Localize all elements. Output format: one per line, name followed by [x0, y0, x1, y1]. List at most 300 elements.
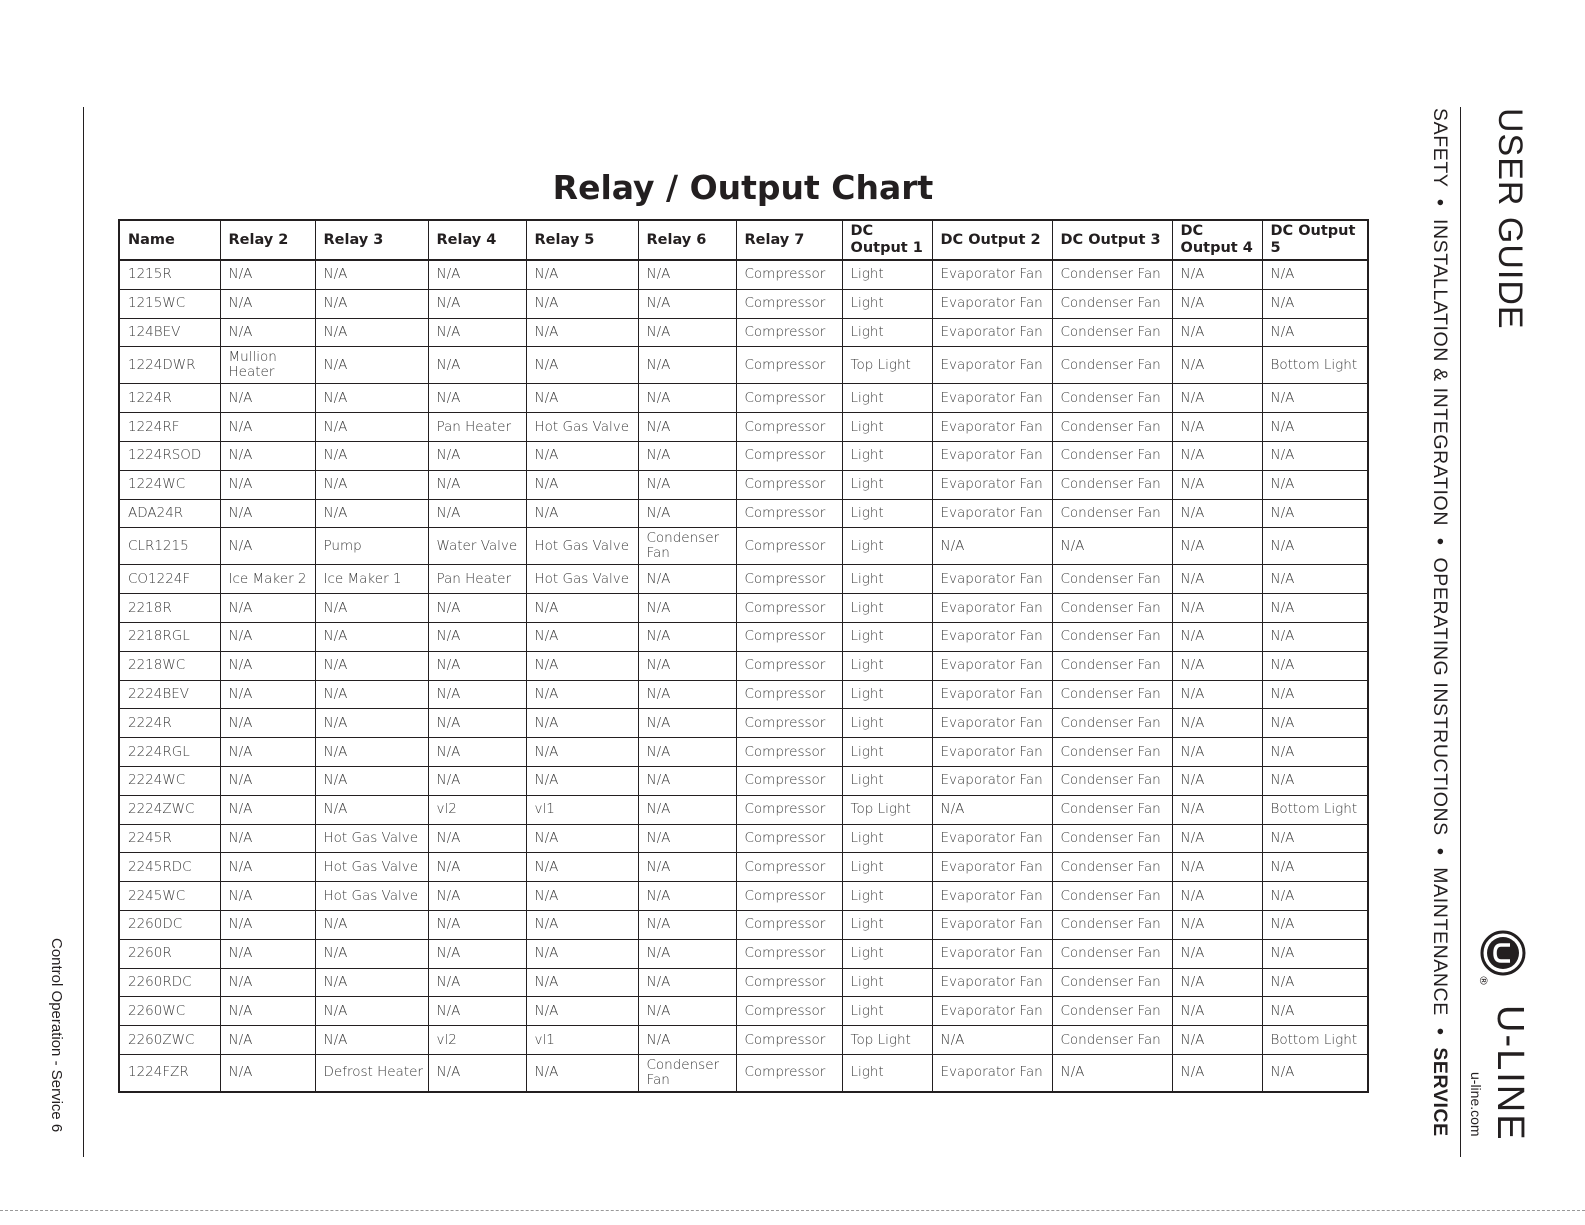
table-row: [119, 441, 1368, 470]
table-row: [119, 499, 1368, 528]
table-cell: Compressor: [736, 347, 842, 384]
side-separator: •: [1429, 1027, 1451, 1036]
table-cell: Condenser Fan: [1052, 910, 1172, 939]
side-section-maintenance: MAINTENANCE: [1429, 867, 1451, 1016]
table-cell: Bottom Light: [1262, 795, 1368, 824]
table-row: [119, 622, 1368, 651]
table-cell: N/A: [315, 910, 428, 939]
table-cell: N/A: [1262, 565, 1368, 594]
table-cell: Light: [842, 709, 932, 738]
table-cell: Compressor: [736, 565, 842, 594]
table-cell: Condenser Fan: [638, 1054, 736, 1092]
table-cell: N/A: [1172, 260, 1262, 289]
table-cell: N/A: [1172, 1026, 1262, 1055]
table-row: [119, 968, 1368, 997]
table-cell: 2245R: [119, 824, 220, 853]
table-cell: N/A: [315, 318, 428, 347]
table-cell: vl2: [428, 795, 526, 824]
table-cell: N/A: [315, 470, 428, 499]
table-cell: 2224WC: [119, 766, 220, 795]
table-cell: N/A: [526, 968, 638, 997]
registered-mark: ®: [1477, 975, 1490, 986]
table-row: [119, 384, 1368, 413]
table-cell: N/A: [1172, 853, 1262, 882]
table-cell: N/A: [1262, 622, 1368, 651]
table-cell: N/A: [526, 499, 638, 528]
table-cell: N/A: [220, 413, 315, 442]
table-cell: N/A: [638, 594, 736, 623]
table-cell: N/A: [1172, 318, 1262, 347]
table-cell: N/A: [428, 347, 526, 384]
table-cell: N/A: [526, 738, 638, 767]
table-cell: N/A: [315, 795, 428, 824]
table-cell: Compressor: [736, 594, 842, 623]
table-cell: Condenser Fan: [1052, 997, 1172, 1026]
table-cell: N/A: [428, 853, 526, 882]
table-cell: 2245WC: [119, 882, 220, 911]
table-cell: N/A: [1172, 289, 1262, 318]
table-cell: N/A: [638, 289, 736, 318]
table-cell: N/A: [315, 680, 428, 709]
table-cell: N/A: [1262, 384, 1368, 413]
table-cell: Evaporator Fan: [932, 968, 1052, 997]
table-cell: N/A: [428, 289, 526, 318]
table-cell: Evaporator Fan: [932, 1054, 1052, 1092]
table-cell: N/A: [220, 318, 315, 347]
table-cell: 124BEV: [119, 318, 220, 347]
table-cell: N/A: [1262, 680, 1368, 709]
table-cell: N/A: [1262, 882, 1368, 911]
table-cell: N/A: [315, 441, 428, 470]
table-cell: Compressor: [736, 622, 842, 651]
table-cell: N/A: [932, 1026, 1052, 1055]
table-row: [119, 680, 1368, 709]
table-cell: N/A: [1172, 997, 1262, 1026]
table-cell: Condenser Fan: [1052, 441, 1172, 470]
table-cell: N/A: [220, 384, 315, 413]
table-row: [119, 651, 1368, 680]
table-cell: N/A: [315, 260, 428, 289]
table-cell: N/A: [638, 470, 736, 499]
table-cell: Light: [842, 939, 932, 968]
table-cell: N/A: [526, 824, 638, 853]
table-cell: N/A: [428, 997, 526, 1026]
table-cell: Light: [842, 318, 932, 347]
table-cell: N/A: [315, 651, 428, 680]
table-cell: N/A: [428, 470, 526, 499]
table-cell: Light: [842, 651, 932, 680]
table-cell: Top Light: [842, 1026, 932, 1055]
table-cell: N/A: [220, 680, 315, 709]
column-header: DC Output 5: [1262, 220, 1368, 260]
table-cell: N/A: [220, 260, 315, 289]
uline-logo-icon: [1480, 930, 1526, 976]
table-cell: N/A: [638, 347, 736, 384]
table-cell: vl1: [526, 795, 638, 824]
table-cell: N/A: [1262, 499, 1368, 528]
page-title: Relay / Output Chart: [552, 168, 934, 207]
table-cell: N/A: [428, 680, 526, 709]
table-cell: N/A: [1172, 622, 1262, 651]
column-header: DC Output 3: [1052, 220, 1172, 260]
table-cell: N/A: [1262, 853, 1368, 882]
table-cell: N/A: [428, 939, 526, 968]
table-cell: N/A: [526, 384, 638, 413]
table-cell: 1215R: [119, 260, 220, 289]
table-row: [119, 795, 1368, 824]
table-cell: N/A: [220, 968, 315, 997]
side-section-nav: [1428, 108, 1451, 1137]
table-cell: 2224RGL: [119, 738, 220, 767]
table-cell: N/A: [638, 766, 736, 795]
side-section-operating: OPERATING INSTRUCTIONS: [1429, 557, 1451, 836]
table-cell: N/A: [1172, 499, 1262, 528]
side-separator: •: [1429, 847, 1451, 856]
table-cell: Mullion Heater: [220, 347, 315, 384]
table-cell: N/A: [1262, 441, 1368, 470]
table-cell: 2260DC: [119, 910, 220, 939]
table-cell: N/A: [315, 968, 428, 997]
table-cell: N/A: [315, 622, 428, 651]
table-cell: N/A: [428, 824, 526, 853]
table-cell: N/A: [428, 766, 526, 795]
table-cell: Compressor: [736, 528, 842, 565]
table-cell: Condenser Fan: [1052, 766, 1172, 795]
table-cell: Evaporator Fan: [932, 289, 1052, 318]
table-row: [119, 260, 1368, 289]
table-cell: N/A: [220, 766, 315, 795]
table-cell: N/A: [1172, 738, 1262, 767]
table-cell: N/A: [1172, 413, 1262, 442]
table-cell: Compressor: [736, 910, 842, 939]
table-row: [119, 1026, 1368, 1055]
table-cell: Compressor: [736, 766, 842, 795]
side-separator: •: [1429, 538, 1451, 546]
table-cell: N/A: [428, 1054, 526, 1092]
table-cell: 1224DWR: [119, 347, 220, 384]
relay-output-table: [118, 219, 1369, 1093]
table-cell: N/A: [428, 709, 526, 738]
table-cell: Compressor: [736, 413, 842, 442]
table-cell: Compressor: [736, 795, 842, 824]
side-title: USER GUIDE: [1491, 108, 1529, 330]
table-cell: Light: [842, 853, 932, 882]
table-cell: Evaporator Fan: [932, 709, 1052, 738]
table-cell: N/A: [1172, 651, 1262, 680]
table-cell: 2260WC: [119, 997, 220, 1026]
table-cell: N/A: [638, 939, 736, 968]
table-cell: N/A: [1172, 594, 1262, 623]
table-cell: 2224BEV: [119, 680, 220, 709]
table-cell: N/A: [1052, 1054, 1172, 1092]
table-cell: Evaporator Fan: [932, 853, 1052, 882]
table-row: [119, 318, 1368, 347]
table-cell: Top Light: [842, 795, 932, 824]
table-cell: Compressor: [736, 997, 842, 1026]
table-cell: Evaporator Fan: [932, 680, 1052, 709]
table-cell: N/A: [220, 441, 315, 470]
table-cell: Compressor: [736, 738, 842, 767]
table-cell: N/A: [1172, 347, 1262, 384]
column-header: Relay 7: [736, 220, 842, 260]
table-cell: Light: [842, 470, 932, 499]
table-cell: Light: [842, 441, 932, 470]
table-cell: N/A: [315, 384, 428, 413]
table-row: [119, 824, 1368, 853]
table-cell: 1224FZR: [119, 1054, 220, 1092]
table-cell: N/A: [1052, 528, 1172, 565]
table-cell: N/A: [315, 738, 428, 767]
brand-url: u-line.com: [1468, 1072, 1484, 1137]
table-cell: N/A: [428, 968, 526, 997]
table-cell: N/A: [1172, 1054, 1262, 1092]
table-cell: N/A: [638, 413, 736, 442]
table-cell: N/A: [526, 680, 638, 709]
table-cell: N/A: [638, 318, 736, 347]
table-cell: N/A: [1262, 766, 1368, 795]
table-cell: Light: [842, 738, 932, 767]
column-header: Name: [119, 220, 220, 260]
table-cell: N/A: [220, 499, 315, 528]
table-cell: Condenser Fan: [1052, 680, 1172, 709]
table-cell: N/A: [638, 968, 736, 997]
table-cell: 2224R: [119, 709, 220, 738]
table-row: [119, 766, 1368, 795]
table-cell: Light: [842, 499, 932, 528]
column-header: Relay 4: [428, 220, 526, 260]
table-cell: N/A: [638, 499, 736, 528]
table-cell: N/A: [1172, 709, 1262, 738]
table-cell: Ice Maker 2: [220, 565, 315, 594]
table-cell: N/A: [220, 709, 315, 738]
table-cell: Compressor: [736, 882, 842, 911]
table-cell: Condenser Fan: [1052, 347, 1172, 384]
table-cell: N/A: [315, 766, 428, 795]
table-cell: N/A: [428, 594, 526, 623]
table-cell: N/A: [315, 289, 428, 318]
table-cell: vl1: [526, 1026, 638, 1055]
table-cell: Light: [842, 622, 932, 651]
table-body: [119, 260, 1368, 1092]
table-cell: N/A: [315, 939, 428, 968]
table-cell: N/A: [638, 853, 736, 882]
table-cell: N/A: [1172, 939, 1262, 968]
table-cell: Condenser Fan: [1052, 413, 1172, 442]
table-cell: N/A: [638, 882, 736, 911]
table-cell: Condenser Fan: [1052, 939, 1172, 968]
table-cell: N/A: [220, 594, 315, 623]
table-cell: Compressor: [736, 709, 842, 738]
table-cell: 1224RSOD: [119, 441, 220, 470]
table-cell: N/A: [1262, 289, 1368, 318]
table-cell: N/A: [638, 565, 736, 594]
table-cell: N/A: [220, 470, 315, 499]
table-cell: 1224RF: [119, 413, 220, 442]
table-cell: N/A: [638, 651, 736, 680]
table-cell: 2218RGL: [119, 622, 220, 651]
table-cell: N/A: [220, 939, 315, 968]
table-cell: Light: [842, 910, 932, 939]
table-cell: Evaporator Fan: [932, 594, 1052, 623]
table-cell: N/A: [526, 651, 638, 680]
table-cell: N/A: [428, 441, 526, 470]
table-row: [119, 910, 1368, 939]
table-cell: N/A: [315, 499, 428, 528]
table-cell: Compressor: [736, 1054, 842, 1092]
table-cell: N/A: [428, 738, 526, 767]
table-cell: Light: [842, 997, 932, 1026]
table-cell: Condenser Fan: [1052, 318, 1172, 347]
table-cell: Hot Gas Valve: [315, 882, 428, 911]
side-separator: •: [1429, 199, 1451, 207]
table-cell: N/A: [638, 738, 736, 767]
table-cell: Compressor: [736, 260, 842, 289]
table-row: [119, 470, 1368, 499]
table-cell: N/A: [526, 622, 638, 651]
table-cell: Evaporator Fan: [932, 738, 1052, 767]
table-cell: CO1224F: [119, 565, 220, 594]
table-cell: N/A: [1172, 882, 1262, 911]
table-cell: N/A: [526, 318, 638, 347]
table-cell: Top Light: [842, 347, 932, 384]
table-cell: Hot Gas Valve: [315, 853, 428, 882]
table-row: [119, 528, 1368, 565]
table-cell: 2260ZWC: [119, 1026, 220, 1055]
table-cell: Pan Heater: [428, 413, 526, 442]
table-cell: N/A: [220, 853, 315, 882]
table-cell: N/A: [526, 709, 638, 738]
table-cell: Compressor: [736, 441, 842, 470]
table-cell: Compressor: [736, 853, 842, 882]
table-cell: N/A: [526, 470, 638, 499]
table-cell: N/A: [526, 853, 638, 882]
table-cell: N/A: [638, 680, 736, 709]
table-row: [119, 882, 1368, 911]
table-cell: N/A: [638, 709, 736, 738]
side-section-service: SERVICE: [1429, 1047, 1451, 1137]
column-header: Relay 3: [315, 220, 428, 260]
table-cell: Evaporator Fan: [932, 651, 1052, 680]
table-cell: Evaporator Fan: [932, 318, 1052, 347]
table-row: [119, 709, 1368, 738]
table-cell: 2218WC: [119, 651, 220, 680]
table-cell: Evaporator Fan: [932, 824, 1052, 853]
table-cell: N/A: [315, 594, 428, 623]
table-cell: N/A: [220, 882, 315, 911]
table-cell: N/A: [1172, 795, 1262, 824]
table-cell: N/A: [932, 528, 1052, 565]
table-cell: N/A: [315, 709, 428, 738]
table-cell: N/A: [638, 260, 736, 289]
table-cell: Condenser Fan: [638, 528, 736, 565]
table-cell: Condenser Fan: [1052, 622, 1172, 651]
table-row: [119, 413, 1368, 442]
table-cell: Evaporator Fan: [932, 565, 1052, 594]
table-cell: Evaporator Fan: [932, 910, 1052, 939]
table-cell: Light: [842, 594, 932, 623]
table-cell: Bottom Light: [1262, 1026, 1368, 1055]
table-cell: Compressor: [736, 939, 842, 968]
table-cell: Compressor: [736, 384, 842, 413]
table-cell: Hot Gas Valve: [526, 565, 638, 594]
table-cell: N/A: [638, 997, 736, 1026]
table-cell: N/A: [526, 441, 638, 470]
table-cell: Light: [842, 528, 932, 565]
table-cell: N/A: [638, 910, 736, 939]
table-cell: Condenser Fan: [1052, 738, 1172, 767]
table-cell: Hot Gas Valve: [315, 824, 428, 853]
table-cell: N/A: [1262, 1054, 1368, 1092]
table-cell: N/A: [1262, 738, 1368, 767]
table-cell: N/A: [526, 997, 638, 1026]
table-cell: N/A: [315, 347, 428, 384]
table-cell: N/A: [1172, 565, 1262, 594]
table-cell: Condenser Fan: [1052, 565, 1172, 594]
table-cell: N/A: [428, 499, 526, 528]
table-cell: Condenser Fan: [1052, 470, 1172, 499]
table-cell: N/A: [1262, 413, 1368, 442]
table-cell: Evaporator Fan: [932, 882, 1052, 911]
table-cell: Condenser Fan: [1052, 260, 1172, 289]
column-header: Relay 2: [220, 220, 315, 260]
table-cell: CLR1215: [119, 528, 220, 565]
table-cell: N/A: [638, 384, 736, 413]
table-cell: N/A: [1172, 766, 1262, 795]
table-cell: N/A: [1172, 680, 1262, 709]
table-cell: Light: [842, 766, 932, 795]
table-cell: N/A: [1262, 939, 1368, 968]
table-row: [119, 594, 1368, 623]
table-cell: N/A: [526, 910, 638, 939]
table-cell: Bottom Light: [1262, 347, 1368, 384]
table-cell: 1224WC: [119, 470, 220, 499]
side-section-safety: SAFETY: [1429, 108, 1451, 188]
table-cell: N/A: [1262, 470, 1368, 499]
table-cell: 2260R: [119, 939, 220, 968]
table-cell: Compressor: [736, 499, 842, 528]
table-cell: Condenser Fan: [1052, 384, 1172, 413]
table-cell: Light: [842, 968, 932, 997]
table-cell: N/A: [220, 910, 315, 939]
table-cell: Ice Maker 1: [315, 565, 428, 594]
table-cell: N/A: [220, 1054, 315, 1092]
table-cell: N/A: [526, 594, 638, 623]
table-cell: N/A: [526, 347, 638, 384]
table-cell: N/A: [428, 318, 526, 347]
table-cell: N/A: [932, 795, 1052, 824]
table-cell: N/A: [1262, 651, 1368, 680]
table-cell: Light: [842, 882, 932, 911]
table-cell: Light: [842, 565, 932, 594]
table-cell: N/A: [220, 997, 315, 1026]
table-cell: Condenser Fan: [1052, 795, 1172, 824]
column-header: DC Output 4: [1172, 220, 1262, 260]
table-cell: Light: [842, 1054, 932, 1092]
table-row: [119, 939, 1368, 968]
table-cell: N/A: [526, 939, 638, 968]
table-row: [119, 997, 1368, 1026]
table-cell: 1215WC: [119, 289, 220, 318]
table-cell: N/A: [428, 260, 526, 289]
table-cell: N/A: [526, 1054, 638, 1092]
table-cell: N/A: [220, 289, 315, 318]
table-cell: Evaporator Fan: [932, 766, 1052, 795]
table-cell: N/A: [526, 260, 638, 289]
table-cell: Evaporator Fan: [932, 413, 1052, 442]
table-cell: N/A: [220, 651, 315, 680]
table-cell: N/A: [1172, 824, 1262, 853]
brand-wordmark: U-LINE: [1489, 1005, 1531, 1142]
